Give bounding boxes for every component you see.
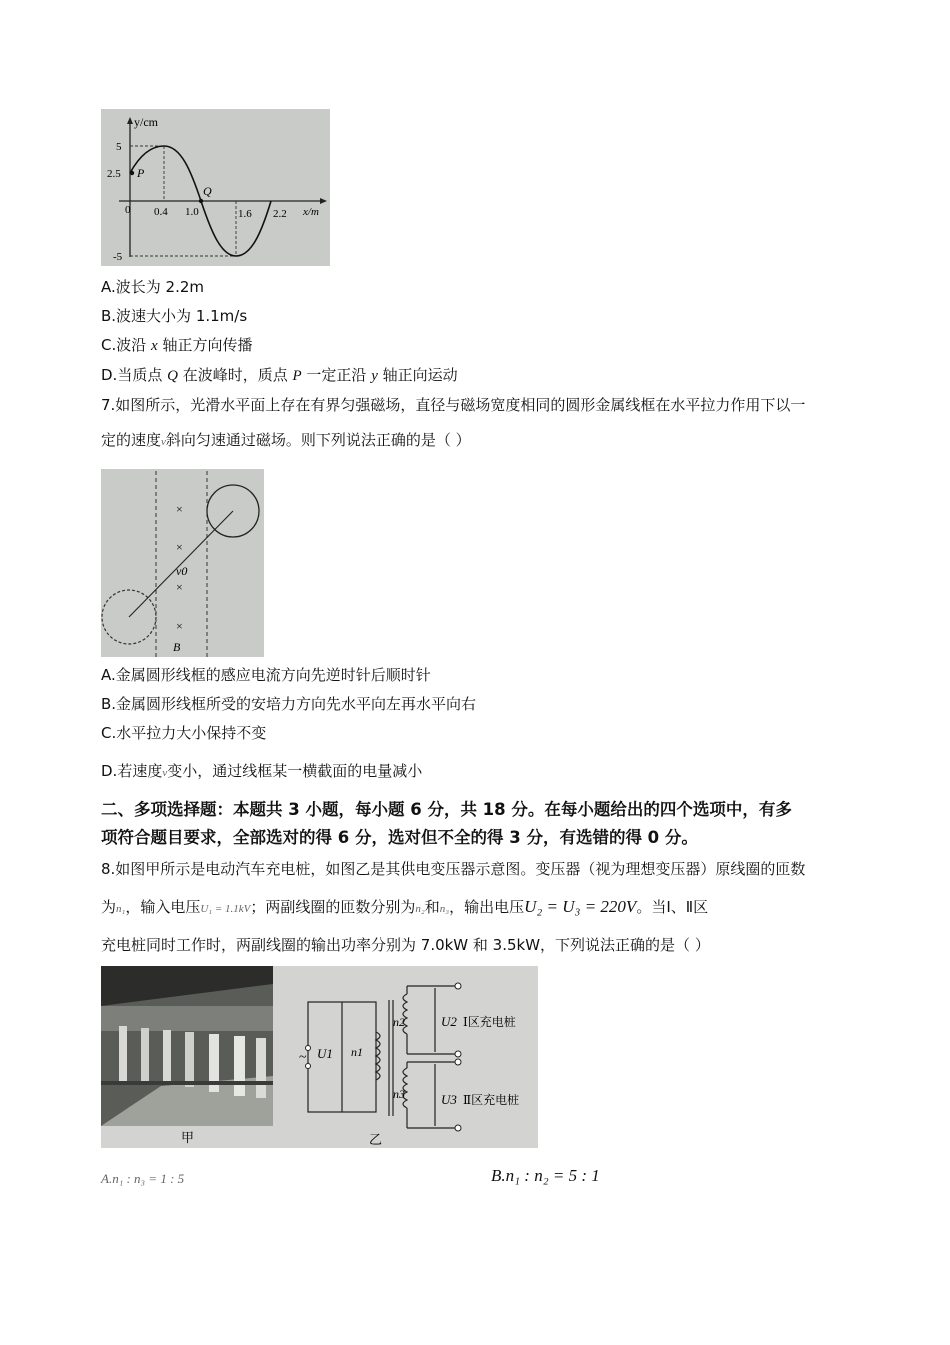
wave-graph-figure: [101, 109, 330, 266]
n1-label: n1: [351, 1045, 363, 1059]
q8-option-a: [101, 1168, 184, 1189]
y-tick-neg5: -5: [113, 251, 123, 263]
q7-stem-pre: 定的速度: [101, 431, 162, 449]
n1-symbol: n₁: [116, 903, 126, 915]
q6-option-c-post: 轴正方向传播: [157, 336, 253, 354]
q8-option-a-text: A.n₁ : n₃ = 1 : 5: [101, 1171, 185, 1186]
figure-label-jia: 甲: [181, 1130, 195, 1145]
field-cross: ×: [176, 580, 183, 594]
field-cross: ×: [176, 502, 183, 516]
magnetic-field-figure: [101, 469, 264, 657]
u3-label: U3: [441, 1092, 457, 1107]
u1-label: U1: [317, 1046, 333, 1061]
var-x: x: [151, 338, 158, 354]
point-p-label: P: [137, 166, 145, 180]
u2-label: U2: [441, 1014, 457, 1029]
q8-stem-f: 。当Ⅰ、Ⅱ区: [636, 898, 709, 916]
q8-stem-a: 为: [101, 898, 117, 916]
q8-stem-c: ；两副线圈的匝数分别为: [250, 898, 416, 916]
q8-stem-d: 和: [424, 898, 440, 916]
q7-option-a: A.金属圆形线框的感应电流方向先逆时针后顺时针: [101, 666, 431, 684]
x-tick-0-4: 0.4: [154, 206, 168, 218]
y-tick-2-5: 2.5: [107, 168, 121, 180]
ac-source-symbol: ~: [299, 1050, 307, 1065]
q6-option-d-pre: D.当质点: [101, 366, 168, 384]
b-field-label: B: [173, 640, 181, 654]
u-output-equation: U₂ = U₃ = 220V: [524, 897, 637, 916]
q6-option-c: [101, 335, 252, 356]
y-axis-label: y/cm: [134, 115, 158, 129]
x-tick-1-6: 1.6: [238, 208, 252, 220]
charging-station-figure: [101, 966, 538, 1148]
u1-equation: U₁ = 1.1kV: [200, 903, 251, 915]
q7-option-b: B.金属圆形线框所受的安培力方向先水平向左再水平向右: [101, 695, 477, 713]
section2-heading-line2: 项符合题目要求，全部选对的得 6 分，选对但不全的得 3 分，有选错的得 0 分。: [101, 828, 698, 847]
figure-label-yi: 乙: [369, 1132, 383, 1147]
n3-label: n3: [393, 1087, 405, 1101]
zone2-label: Ⅱ区充电桩: [463, 1093, 520, 1107]
field-cross: ×: [176, 619, 183, 633]
q6-option-c-pre: C.波沿: [101, 336, 152, 354]
x-tick-1-0: 1.0: [185, 206, 199, 218]
v0-label: v0: [176, 564, 188, 578]
x-tick-2-2: 2.2: [273, 208, 287, 220]
y-tick-0: 0: [125, 204, 131, 216]
q7-option-d-pre: D.若速度: [101, 762, 163, 780]
q6-option-a: A.波长为 2.2m: [101, 278, 205, 296]
q8-stem-line3: 充电桩同时工作时，两副线圈的输出功率分别为 7.0kW 和 3.5kW，下列说法正确的是（ ）: [101, 936, 710, 954]
n3-symbol: n₃: [439, 903, 450, 915]
field-cross: ×: [176, 540, 183, 554]
var-q: Q: [167, 368, 178, 384]
q8-stem-e: ，输出电压: [449, 898, 525, 916]
n2-symbol: n₂: [415, 903, 425, 915]
var-p: P: [292, 368, 302, 384]
charging-station-photo: [101, 966, 273, 1126]
magnetic-field-svg: [101, 469, 264, 657]
wave-graph-svg: [101, 109, 330, 266]
velocity-symbol: v: [162, 767, 168, 779]
point-q-label: Q: [203, 184, 212, 198]
q6-option-d-mid: 在波峰时，质点: [177, 366, 293, 384]
q6-option-d-post: 轴正向运动: [377, 366, 458, 384]
x-axis-label: x/m: [303, 206, 319, 218]
q7-option-c: C.水平拉力大小保持不变: [101, 724, 267, 742]
q7-stem-post: 斜向匀速通过磁场。则下列说法正确的是（ ）: [165, 431, 471, 449]
n2-label: n2: [393, 1015, 405, 1029]
q7-option-d-post: 变小，通过线框某一横截面的电量减小: [167, 762, 423, 780]
charging-station-svg: [101, 966, 538, 1148]
q6-option-d: [101, 365, 458, 386]
q7-stem-line2: [101, 430, 471, 452]
q7-option-d: [101, 761, 422, 783]
q7-stem-line1: 7.如图所示，光滑水平面上存在有界匀强磁场，直径与磁场宽度相同的圆形金属线框在水平拉力作用下以一: [101, 396, 806, 414]
zone1-label: Ⅰ区充电桩: [463, 1015, 516, 1029]
section2-heading-line1: 二、多项选择题：本题共 3 小题，每小题 6 分，共 18 分。在每小题给出的四个选项中，有多: [101, 800, 792, 819]
point-p-marker: [130, 171, 134, 175]
q8-stem-b: ，输入电压: [125, 898, 201, 916]
var-y: y: [371, 368, 378, 384]
q8-option-b-text: B.n₁ : n₂ = 5 : 1: [491, 1166, 600, 1185]
q8-option-b: [491, 1166, 600, 1186]
velocity-symbol: v: [161, 436, 166, 448]
q8-stem-line1: 8.如图甲所示是电动汽车充电桩，如图乙是其供电变压器示意图。变压器（视为理想变压器）原线圈的匝数: [101, 860, 806, 878]
y-tick-5: 5: [116, 141, 122, 153]
q6-option-d-mid2: 一定正沿: [301, 366, 372, 384]
q8-stem-line2: [101, 897, 708, 919]
point-q-marker: [199, 199, 203, 203]
q6-option-b: B.波速大小为 1.1m/s: [101, 307, 248, 325]
